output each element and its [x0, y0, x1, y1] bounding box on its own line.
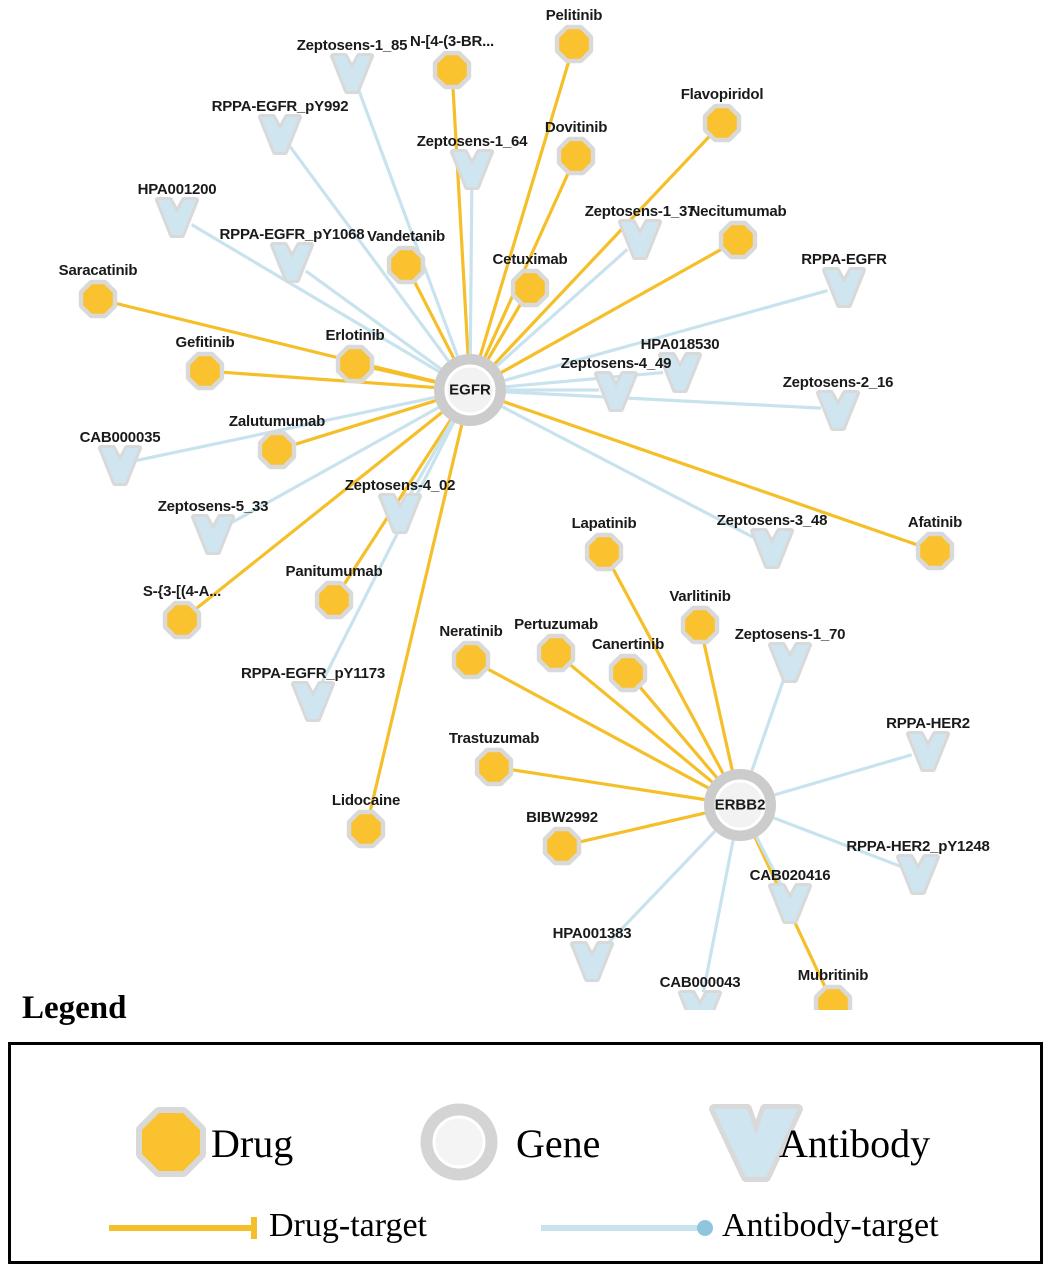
drug-node[interactable]	[685, 610, 715, 640]
legend-drug-icon	[142, 1113, 200, 1171]
antibody-node-label: CAB020416	[749, 867, 831, 884]
drug-node[interactable]	[391, 250, 421, 280]
drug-node[interactable]	[561, 141, 591, 171]
drug-node-label: Mubritinib	[797, 967, 869, 984]
drug-node[interactable]	[707, 108, 737, 138]
drug-node-label: Canertinib	[591, 636, 665, 653]
legend-gene-icon	[427, 1110, 491, 1174]
antibody-node-label: Zeptosens-1_70	[734, 626, 846, 643]
legend-label-antibody: Antibody	[779, 1121, 931, 1166]
antibody-node-label: Zeptosens-1_37	[584, 203, 696, 220]
drug-node[interactable]	[547, 831, 577, 861]
drug-node[interactable]	[456, 645, 486, 675]
antibody-target-edge	[703, 840, 733, 992]
drug-node[interactable]	[541, 638, 571, 668]
drug-node-label: BIBW2992	[526, 809, 598, 826]
drug-target-edge	[453, 87, 468, 354]
drug-node-label: Afatinib	[907, 514, 963, 531]
drug-node-label: Panitumumab	[285, 563, 383, 580]
drug-node[interactable]	[319, 585, 349, 615]
antibody-node-label: HPA018530	[640, 336, 720, 353]
antibody-target-edge	[506, 392, 821, 408]
antibody-node-label: CAB000043	[659, 974, 741, 991]
drug-node-label: Flavopiridol	[680, 86, 764, 103]
legend-box	[8, 1042, 1043, 1264]
antibody-target-edge	[497, 249, 627, 366]
legend-label-antibody-target: Antibody-target	[722, 1207, 939, 1244]
drug-node[interactable]	[920, 536, 950, 566]
drug-target-edge	[579, 813, 705, 842]
drug-node-label: Neratinib	[439, 623, 503, 640]
antibody-node-label: Zeptosens-4_02	[344, 477, 456, 494]
drug-node-label: Gefitinib	[175, 334, 235, 351]
drug-node-label: Cetuximab	[492, 251, 568, 268]
antibody-target-edge	[756, 837, 782, 887]
drug-node[interactable]	[190, 356, 220, 386]
drug-node-label: Pertuzumab	[514, 616, 598, 633]
drug-node[interactable]	[437, 55, 467, 85]
drug-target-edge	[504, 402, 919, 546]
legend-label-drug: Drug	[211, 1121, 294, 1166]
antibody-node-label: HPA001383	[552, 925, 632, 942]
antibody-node-label: Zeptosens-1_85	[296, 37, 408, 54]
antibody-node-label: RPPA-HER2	[886, 715, 970, 732]
antibody-target-edge	[752, 677, 785, 771]
drug-node-label: S-{3-[(4-A...	[142, 583, 222, 600]
antibody-node-label: RPPA-EGFR_pY1068	[219, 226, 365, 243]
drug-target-edge	[511, 770, 705, 800]
antibody-node-label: RPPA-HER2_pY1248	[846, 838, 990, 855]
legend-title: Legend	[22, 990, 127, 1026]
drug-target-edge	[704, 642, 733, 770]
nodes-layer	[79, 28, 950, 1010]
gene-node-label: ERBB2	[714, 796, 766, 814]
antibody-node-label: Zeptosens-4_49	[560, 355, 672, 372]
antibody-node-label: CAB000035	[79, 429, 161, 446]
drug-node[interactable]	[83, 284, 113, 314]
legend-label-drug-target: Drug-target	[269, 1207, 427, 1244]
drug-node-label: Lidocaine	[331, 792, 401, 809]
drug-target-edge	[372, 368, 435, 382]
antibody-node-label: Zeptosens-2_16	[782, 374, 894, 391]
drug-node-label: Zalutumumab	[228, 413, 326, 430]
antibody-target-edge	[774, 818, 902, 867]
antibody-target-edge	[358, 88, 458, 356]
edges-layer	[115, 60, 919, 992]
antibody-node-label: RPPA-EGFR_pY992	[211, 98, 349, 115]
drug-node[interactable]	[559, 29, 589, 59]
drug-node[interactable]	[340, 349, 370, 379]
antibody-node-label: Zeptosens-3_48	[716, 512, 828, 529]
drug-node-label: Vandetanib	[366, 228, 446, 245]
drug-node[interactable]	[167, 605, 197, 635]
drug-node[interactable]	[351, 814, 381, 844]
antibody-node-label: RPPA-EGFR_pY1173	[240, 665, 386, 682]
drug-node-label: Necitumumab	[689, 203, 787, 220]
drug-node[interactable]	[479, 752, 509, 782]
antibody-node-label: HPA001200	[137, 181, 217, 198]
drug-node[interactable]	[723, 225, 753, 255]
drug-node-label: Lapatinib	[571, 515, 637, 532]
gene-node-label: EGFR	[449, 381, 491, 399]
drug-node-label: N-[4-(3-BR...	[409, 33, 495, 50]
antibody-target-edge	[470, 185, 472, 354]
legend-antibody-target-edge	[541, 1220, 713, 1236]
legend-drug-target-edge	[109, 1217, 254, 1239]
drug-node-label: Varlitinib	[669, 588, 731, 605]
drug-node[interactable]	[589, 537, 619, 567]
drug-node-label: Saracatinib	[58, 262, 138, 279]
antibody-target-edge	[604, 831, 715, 948]
antibody-target-edge	[502, 407, 757, 540]
drug-node[interactable]	[515, 273, 545, 303]
antibody-target-edge	[775, 755, 912, 795]
drug-node-label: Erlotinib	[325, 327, 385, 344]
drug-target-edge	[492, 135, 711, 363]
antibody-node-label: Zeptosens-5_33	[157, 498, 269, 515]
drug-node[interactable]	[613, 658, 643, 688]
drug-node-label: Dovitinib	[544, 119, 608, 136]
antibody-node-label: RPPA-EGFR	[801, 251, 887, 268]
drug-node-label: Pelitinib	[545, 7, 603, 24]
antibody-node-label: Zeptosens-1_64	[416, 133, 528, 150]
drug-node[interactable]	[262, 435, 292, 465]
legend-label-gene: Gene	[516, 1121, 601, 1166]
drug-node-label: Trastuzumab	[448, 730, 540, 747]
